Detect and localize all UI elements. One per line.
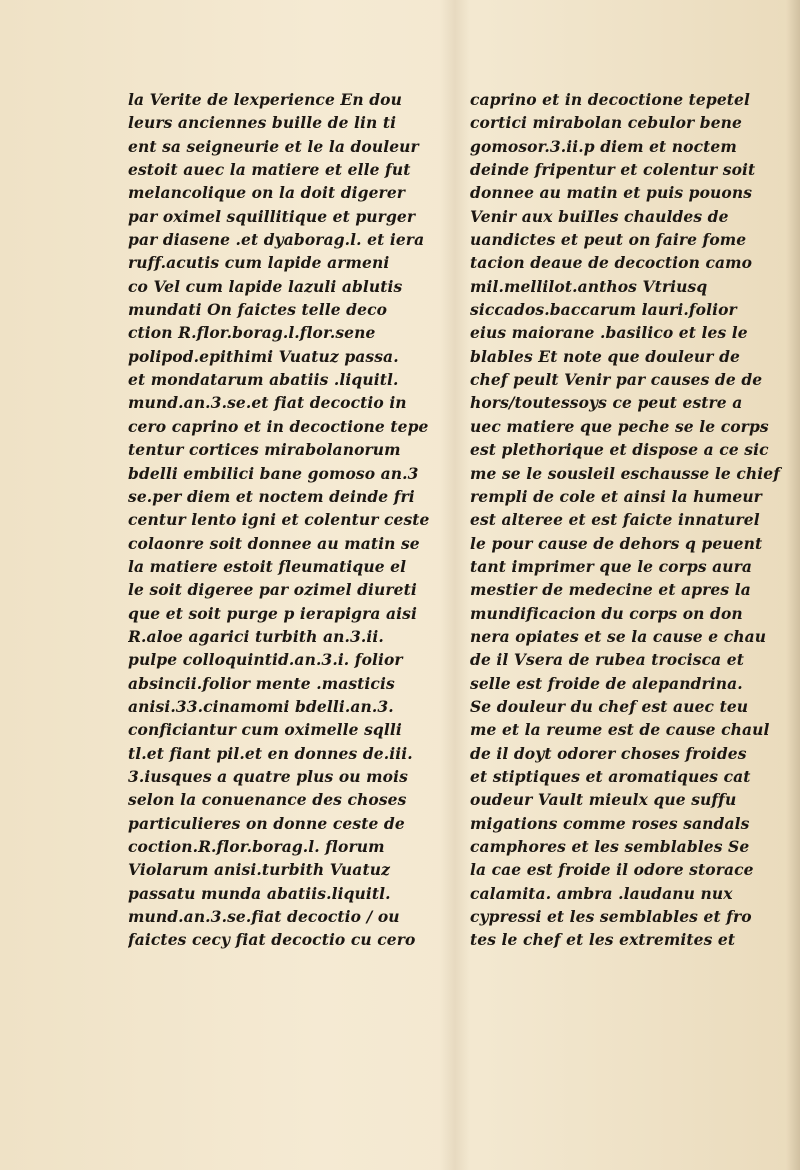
- text-line: nera opiates et se la cause e chau: [470, 626, 767, 646]
- text-line: eius maiorane .basilico et les le: [470, 323, 748, 343]
- text-line: cypressi et les semblables et fro: [470, 907, 752, 927]
- right-text-column: [470, 88, 792, 952]
- text-line: deinde fripentur et colentur soit: [470, 160, 756, 180]
- text-line: chef peult Venir par causes de de: [470, 370, 763, 390]
- text-line: gomosor.3.ii.p diem et noctem: [470, 136, 737, 156]
- text-line: camphores et les semblables Se: [470, 837, 750, 856]
- text-line: la cae est froide il odore storace: [470, 860, 754, 880]
- text-line: siccados.baccarum lauri.folior: [470, 300, 737, 320]
- text-line: melancolique on la doit digerer: [128, 183, 406, 203]
- text-line: anisi.33.cinamomi bdelli.an.3.: [128, 696, 394, 716]
- text-line: colaonre soit donnee au matin se: [128, 533, 420, 553]
- text-line: polipod.epithimi Vuatuz passa.: [128, 346, 399, 366]
- text-line: R.aloe agarici turbith an.3.ii.: [128, 626, 384, 646]
- text-line: ent sa seigneurie et le la douleur: [128, 136, 419, 156]
- text-line: mund.an.3.se.et fiat decoctio in: [128, 393, 407, 413]
- text-line: calamita. ambra .laudanu nux: [470, 883, 733, 903]
- text-line: 3.iusques a quatre plus ou mois: [128, 766, 408, 786]
- text-line: mund.an.3.se.fiat decoctio / ou: [128, 907, 400, 927]
- text-line: selle est froide de alepandrina.: [470, 673, 743, 693]
- text-line: uandictes et peut on faire fome: [470, 230, 747, 250]
- text-line: cero caprino et in decoctione tepe: [128, 416, 429, 436]
- text-line: mil.mellilot.anthos Vtriusq: [470, 276, 708, 296]
- text-line: tant imprimer que le corps aura: [470, 556, 753, 576]
- text-line: par diasene .et dyaborag.l. et iera: [128, 230, 425, 250]
- text-line: migations comme roses sandals: [470, 813, 750, 833]
- text-line: tes le chef et les extremites et: [470, 930, 736, 950]
- text-line: le pour cause de dehors q peuent: [470, 533, 763, 553]
- text-line: me et la reume est de cause chaul: [470, 720, 770, 740]
- text-line: faictes cecy fiat decoctio cu cero: [128, 930, 416, 950]
- text-line: oudeur Vault mieulx que suffu: [470, 790, 737, 810]
- text-line: tacion deaue de decoction camo: [470, 253, 753, 273]
- left-text-column: [128, 88, 453, 952]
- text-line: la matiere estoit fleumatique el: [128, 556, 407, 576]
- text-line: estoit auec la matiere et elle fut: [128, 160, 411, 180]
- text-line: de il Vsera de rubea trocisca et: [470, 650, 744, 670]
- text-line: et mondatarum abatiis .liquitl.: [128, 370, 399, 390]
- text-line: de il doyt odorer choses froides: [470, 743, 747, 763]
- text-line: Violarum anisi.turbith Vuatuz: [128, 860, 390, 880]
- text-line: me se le sousleil eschausse le chief: [470, 463, 780, 483]
- text-line: la Verite de lexperience En dou: [128, 90, 402, 109]
- text-line: Se douleur du chef est auec teu: [470, 696, 749, 716]
- text-line: pulpe colloquintid.an.3.i. folior: [128, 650, 403, 670]
- text-line: selon la conuenance des choses: [128, 790, 407, 810]
- text-line: mundati On faictes telle deco: [128, 300, 388, 320]
- text-line: tl.et fiant pil.et en donnes de.iii.: [128, 743, 413, 763]
- text-line: et stiptiques et aromatiques cat: [470, 766, 751, 786]
- text-line: absincii.folior mente .masticis: [128, 673, 395, 693]
- text-line: hors/toutessoys ce peut estre a: [470, 393, 743, 413]
- text-line: blables Et note que douleur de: [470, 346, 740, 366]
- text-line: cortici mirabolan cebulor bene: [470, 113, 743, 133]
- text-line: bdelli embilici bane gomoso an.3: [128, 463, 419, 483]
- text-line: que et soit purge p ierapigra aisi: [128, 603, 417, 623]
- text-line: ction R.flor.borag.l.flor.sene: [128, 323, 376, 343]
- text-line: rempli de cole et ainsi la humeur: [470, 486, 762, 506]
- text-line: passatu munda abatiis.liquitl.: [128, 883, 391, 903]
- text-line: tentur cortices mirabolanorum: [128, 440, 401, 460]
- text-line: se.per diem et noctem deinde fri: [128, 486, 415, 506]
- text-line: est plethorique et dispose a ce sic: [470, 440, 769, 460]
- text-line: centur lento igni et colentur ceste: [128, 510, 430, 530]
- text-line: leurs anciennes buille de lin ti: [128, 113, 397, 133]
- text-line: par oximel squillitique et purger: [128, 206, 416, 226]
- text-line: mestier de medecine et apres la: [470, 580, 751, 600]
- text-line: est alteree et est faicte innaturel: [470, 510, 760, 530]
- text-line: particulieres on donne ceste de: [128, 813, 405, 833]
- text-line: mundificacion du corps on don: [470, 603, 743, 623]
- text-line: donnee au matin et puis pouons: [470, 183, 753, 203]
- text-line: Venir aux buiIles chauldes de: [470, 206, 729, 226]
- text-line: uec matiere que peche se le corps: [470, 416, 769, 436]
- text-line: le soit digeree par ozimel diureti: [128, 580, 417, 600]
- text-line: co Vel cum lapide lazuli ablutis: [128, 276, 403, 296]
- text-line: ruff.acutis cum lapide armeni: [128, 253, 390, 273]
- text-line: coction.R.flor.borag.l. florum: [128, 837, 385, 856]
- text-line: caprino et in decoctione tepetel: [470, 90, 751, 109]
- text-line: conficiantur cum oximelle sqlli: [128, 720, 402, 740]
